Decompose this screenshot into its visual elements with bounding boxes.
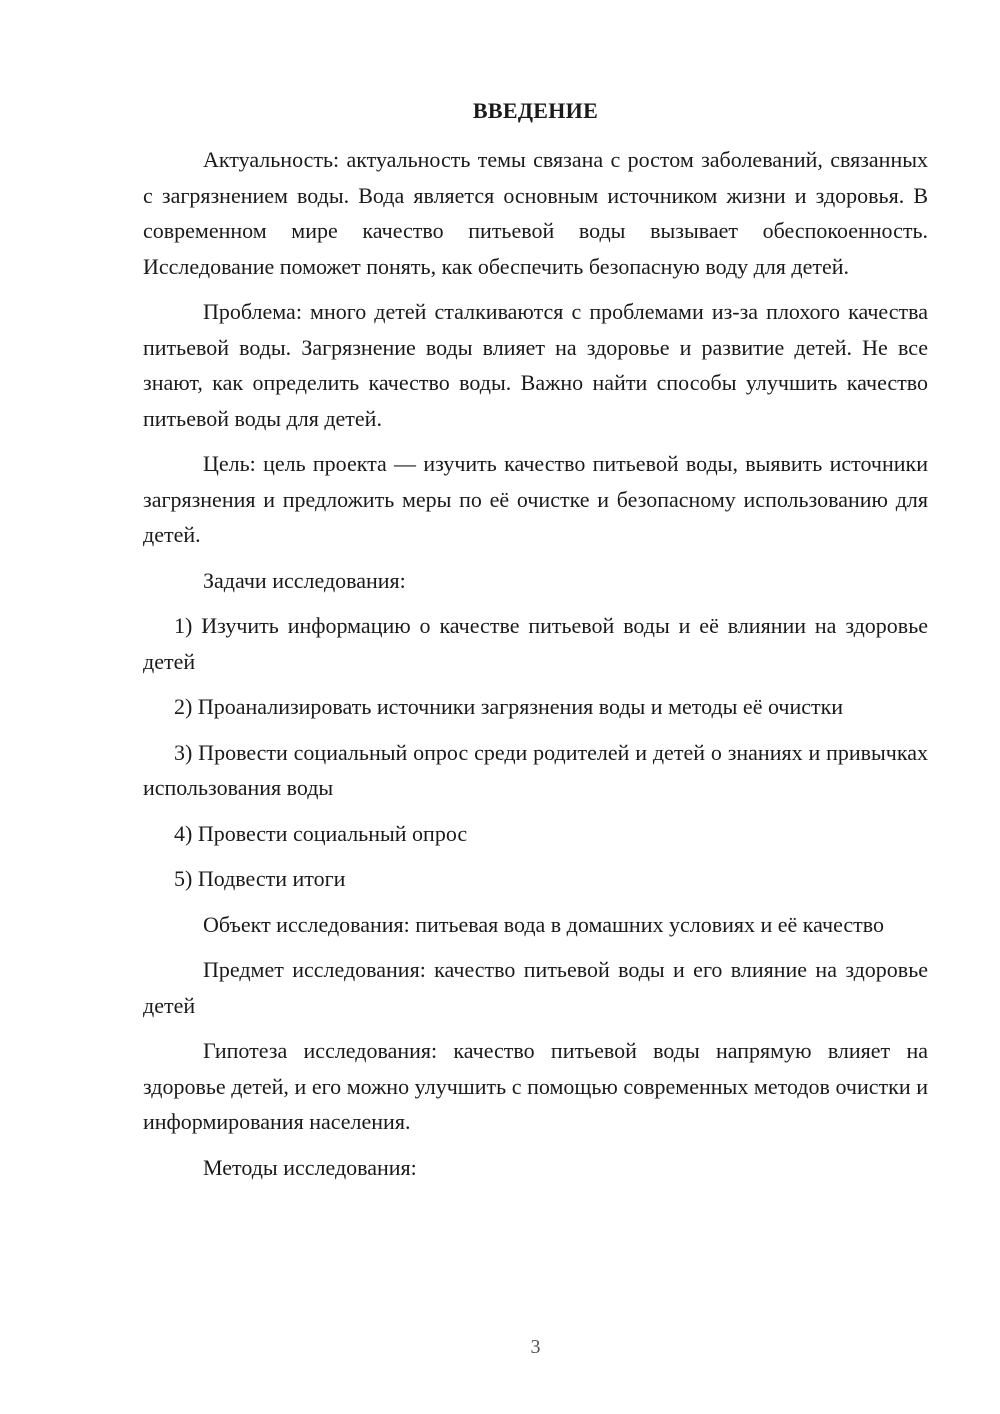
paragraph-problem: Проблема: много детей сталкиваются с проблемами из-за плохого качества питьевой воды. Загрязнение воды влияет на здоровье и развитие детей. Не все знают, как определить качество воды. Важно найти способы улучшить качество питьевой воды для детей.: [143, 299, 928, 431]
paragraph-tasks-heading: Задачи исследования:: [203, 567, 406, 593]
paragraph-subject: Предмет исследования: качество питьевой воды и его влияние на здоровье детей: [143, 957, 928, 1018]
task-item-3: 3) Провести социальный опрос среди родителей и детей о знаниях и привычках использования воды: [143, 739, 928, 800]
paragraph-object: Объект исследования: питьевая вода в домашних условиях и её качество: [203, 911, 885, 937]
body-text: [143, 142, 928, 1185]
task-item-2: 2) Проанализировать источники загрязнения воды и методы её очистки: [174, 694, 844, 719]
document-page: [143, 0, 928, 1414]
task-item-1: 1) Изучить информацию о качестве питьевой воды и её влиянии на здоровье детей: [143, 613, 928, 674]
page-number: 3: [530, 1336, 541, 1358]
task-item-4: 4) Провести социальный опрос: [174, 820, 468, 846]
paragraph-methods: Методы исследования:: [203, 1154, 417, 1180]
task-item-5: 5) Подвести итоги: [174, 866, 346, 891]
paragraph-goal: Цель: цель проекта — изучить качество питьевой воды, выявить источники загрязнения и предложить меры по её очистке и безопасному использованию для детей.: [143, 451, 928, 547]
paragraph-hypothesis: Гипотеза исследования: качество питьевой воды напрямую влияет на здоровье детей, и его можно улучшить с помощью современных методов очистки и информирования населения.: [143, 1038, 928, 1134]
section-title: ВВЕДЕНИЕ: [472, 98, 599, 123]
paragraph-relevance: Актуальность: актуальность темы связана с ростом заболеваний, связанных с загрязнением воды. Вода является основным источником жизни и здоровья. В современном мире качество питьевой воды вызывает обеспокоенность. Исследование поможет понять, как обеспечить безопасную воду для детей.: [143, 147, 928, 279]
